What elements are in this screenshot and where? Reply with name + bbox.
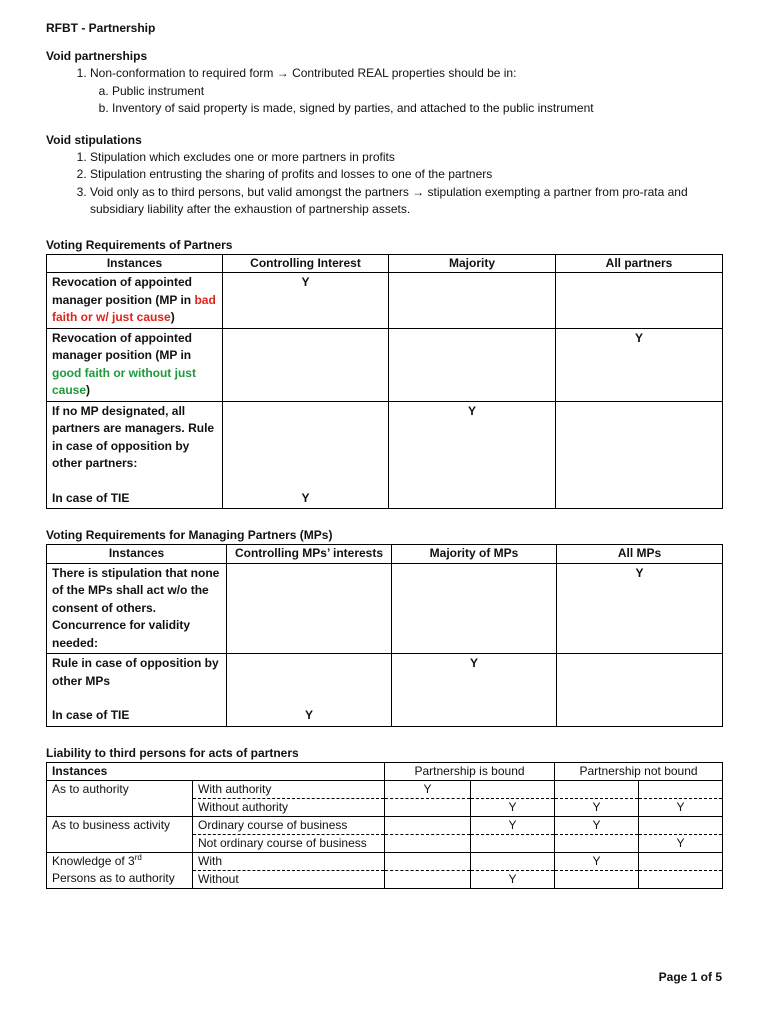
empty-cell <box>227 563 392 654</box>
mark-cell: Y <box>555 816 639 834</box>
mark-cell <box>471 780 555 798</box>
void-partnerships-list <box>46 65 722 118</box>
empty-cell <box>556 273 723 329</box>
empty-cell <box>557 654 723 727</box>
sub-list-item: b. Inventory of said property is made, signed by parties, and attached to the public instrument <box>112 100 722 118</box>
empty-cell <box>223 328 389 401</box>
empty-cell <box>389 328 556 401</box>
mark-cell <box>385 834 471 852</box>
mark-cell <box>385 870 471 888</box>
mark-cell <box>555 834 639 852</box>
mark-cell: Y <box>223 273 389 329</box>
void-partnerships-heading: Void partnerships <box>46 49 148 63</box>
column-header: Majority of MPs <box>392 545 557 564</box>
empty-cell <box>389 273 556 329</box>
liability-table <box>46 762 723 889</box>
empty-cell <box>392 563 557 654</box>
table-row <box>47 852 723 870</box>
column-header: Controlling Interest <box>223 254 389 273</box>
column-header: Partnership is bound <box>385 762 555 780</box>
column-header: Partnership not bound <box>555 762 723 780</box>
mark-cell <box>639 816 723 834</box>
table-header-row <box>47 545 723 564</box>
void-stipulations-list <box>46 149 722 219</box>
row-label: Without <box>193 870 385 888</box>
table1-heading: Voting Requirements of Partners <box>46 237 233 252</box>
page-number: Page 1 of 5 <box>658 970 722 984</box>
table-row <box>47 328 723 401</box>
mark-cell: Y <box>555 798 639 816</box>
list-item <box>90 65 722 118</box>
group-label: Knowledge of 3rd Persons as to authority <box>47 852 193 888</box>
table-row <box>47 780 723 798</box>
table-row <box>47 563 723 654</box>
mark-cell <box>385 798 471 816</box>
instance-cell: There is stipulation that none of the MPs shall act w/o the consent of others. Concurrence for validity needed: <box>47 563 227 654</box>
mark-cell: Y <box>223 401 389 509</box>
empty-cell <box>556 401 723 509</box>
list-item: 2. Stipulation entrusting the sharing of profits and losses to one of the partners <box>90 166 722 184</box>
group-label: As to authority <box>47 780 193 816</box>
list-item-text: Non-conformation to required form → Contributed REAL properties should be in: <box>90 66 517 80</box>
table-row <box>47 654 723 727</box>
table2-heading: Voting Requirements for Managing Partners (MPs) <box>46 528 333 542</box>
column-header: Controlling MPs’ interests <box>227 545 392 564</box>
mark-cell <box>471 834 555 852</box>
column-header: Instances <box>47 545 227 564</box>
void-stipulations-heading: Void stipulations <box>46 132 142 147</box>
column-header: Majority <box>389 254 556 273</box>
mark-cell: Y <box>389 401 556 509</box>
mark-cell <box>639 852 723 870</box>
mark-cell: Y <box>471 798 555 816</box>
mark-cell: Y <box>385 780 471 798</box>
mark-cell: Y <box>639 798 723 816</box>
document-page <box>46 14 722 889</box>
mark-cell: Y <box>557 563 723 654</box>
mark-cell <box>555 870 639 888</box>
column-header: All MPs <box>557 545 723 564</box>
mark-cell <box>385 852 471 870</box>
table-row <box>47 273 723 329</box>
mark-cell: Y <box>471 816 555 834</box>
sub-list <box>90 83 722 118</box>
list-item: 3. Void only as to third persons, but valid amongst the partners → stipulation exempting a partner from pro-rata and subsidiary liability after the exhaustion of partnership assets. <box>90 184 722 219</box>
column-header: Instances <box>47 762 385 780</box>
mark-cell <box>555 780 639 798</box>
mark-cell <box>639 780 723 798</box>
mark-cell: Y <box>392 654 557 727</box>
row-label: Without authority <box>193 798 385 816</box>
column-header: Instances <box>47 254 223 273</box>
mark-cell: Y <box>556 328 723 401</box>
mark-cell <box>471 852 555 870</box>
row-label: Not ordinary course of business <box>193 834 385 852</box>
row-label: With authority <box>193 780 385 798</box>
row-label: With <box>193 852 385 870</box>
group-label: As to business activity <box>47 816 193 852</box>
table-header-row <box>47 254 723 273</box>
table-row <box>47 816 723 834</box>
column-header: All partners <box>556 254 723 273</box>
mark-cell: Y <box>227 654 392 727</box>
instance-cell: Rule in case of opposition by other MPs In case of TIE <box>47 654 227 727</box>
table3-heading: Liability to third persons for acts of partners <box>46 745 299 760</box>
instance-cell: Revocation of appointed manager position (MP in good faith or without just cause) <box>47 328 223 401</box>
row-label: Ordinary course of business <box>193 816 385 834</box>
mark-cell: Y <box>471 870 555 888</box>
mark-cell: Y <box>639 834 723 852</box>
instance-cell: If no MP designated, all partners are managers. Rule in case of opposition by other partners: In case of TIE <box>47 401 223 509</box>
sub-list-item: a. Public instrument <box>112 83 722 101</box>
voting-partners-table <box>46 254 723 510</box>
document-title: RFBT - Partnership <box>46 21 156 35</box>
voting-mps-table <box>46 544 723 727</box>
mark-cell: Y <box>555 852 639 870</box>
list-item: 1. Stipulation which excludes one or more partners in profits <box>90 149 722 167</box>
table-header-row <box>47 762 723 780</box>
table-row <box>47 401 723 509</box>
mark-cell <box>639 870 723 888</box>
mark-cell <box>385 816 471 834</box>
instance-cell: Revocation of appointed manager position (MP in bad faith or w/ just cause) <box>47 273 223 329</box>
